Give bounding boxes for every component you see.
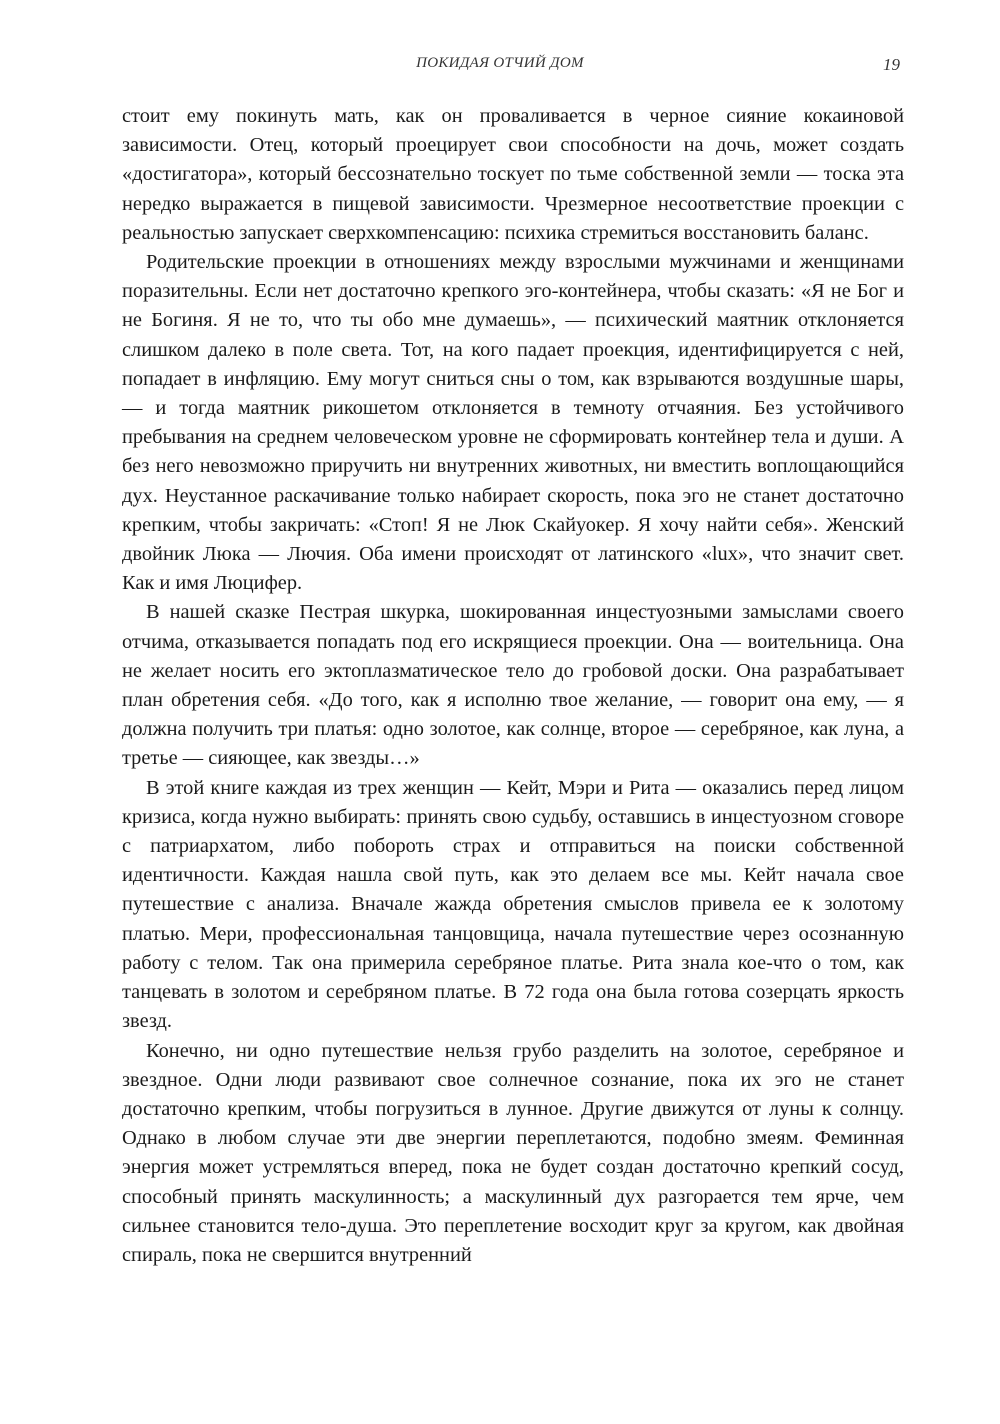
running-title: ПОКИДАЯ ОТЧИЙ ДОМ — [416, 55, 584, 71]
page-number: 19 — [883, 55, 900, 74]
body-text — [122, 102, 904, 1270]
paragraph: Родительские проекции в отношениях между взрослыми мужчинами и женщинами поразительны. Если нет достаточно крепкого эго-контейнера, чтобы сказать: «Я не Бог и не Богиня. Я не то, что ты обо мне думаешь», — психический маятник отклоняется слишком далеко в поле света. Тот, на кого падает проекция, идентифицируется с ней, попадает в инфляцию. Ему могут сниться сны о том, как взрываются воздушные шары, — и тогда маятник рикошетом отклоняется в темноту отчаяния. Без устойчивого пребывания на среднем человеческом уровне не сформировать контейнер тела и души. А без него невозможно приручить ни внутренних животных, ни вместить воплощающийся дух. Неустанное раскачивание только набирает скорость, пока эго не станет достаточно крепким, чтобы закричать: «Стоп! Я не Люк Скайуокер. Я хочу найти себя». Женский двойник Люка — Лючия. Оба имени происходят от латинского «lux», что значит свет. Как и имя Люцифер. — [122, 251, 904, 595]
paragraph-continued: стоит ему покинуть мать, как он проваливается в черное сияние кокаиновой зависимости. Отец, который проецирует свои способности на дочь, может создать «достигатора», который бессознательно тоскует по тьме собственной земли — тоска эта нередко выражается в пищевой зависимости. Чрезмерное несоответствие проекции с реальностью запускает сверхкомпенсацию: психика стремиться восстановить баланс. — [122, 105, 904, 244]
paragraph: Конечно, ни одно путешествие нельзя грубо разделить на золотое, серебряное и звездное. Одни люди развивают свое солнечное сознание, пока их эго не станет достаточно крепким, чтобы погрузиться в лунное. Другие движутся от луны к солнцу. Однако в любом случае эти две энергии переплетаются, подобно змеям. Феминная энергия может устремляться вперед, пока не будет создан достаточно крепкий сосуд, способный принять маскулинность; а маскулинный дух разгорается тем ярче, чем сильнее становится тело-душа. Это переплетение восходит круг за кругом, как двойная спираль, пока не свершится внутренний — [122, 1039, 904, 1266]
paragraph: В этой книге каждая из трех женщин — Кейт, Мэри и Рита — оказались перед лицом кризиса, когда нужно выбирать: принять свою судьбу, оставшись в инцестуозном сговоре с патриархатом, либо побороть страх и отправиться на поиски собственной идентичности. Каждая нашла свой путь, как это делаем все мы. Кейт начала свое путешествие с анализа. Вначале жажда обретения смыслов привела ее к золотому платью. Мери, профессиональная танцовщица, начала путешествие через осознанную работу с телом. Так она примерила серебряное платье. Рита знала кое-что о том, как танцевать в золотом и серебряном платье. В 72 года она была готова созерцать яркость звезд. — [122, 776, 904, 1033]
running-header — [0, 55, 1000, 79]
paragraph: В нашей сказке Пестрая шкурка, шокированная инцестуозными замыслами своего отчима, отказывается попадать под его искрящиеся проекции. Она — воительница. Она не желает носить его эктоплазматическое тело до гробовой доски. Она разрабатывает план обретения себя. «До того, как я исполню твое желание, — говорит она ему, — я должна получить три платья: одно золотое, как солнце, второе — серебряное, как луна, а третье — сияющее, как звезды…» — [122, 601, 904, 770]
